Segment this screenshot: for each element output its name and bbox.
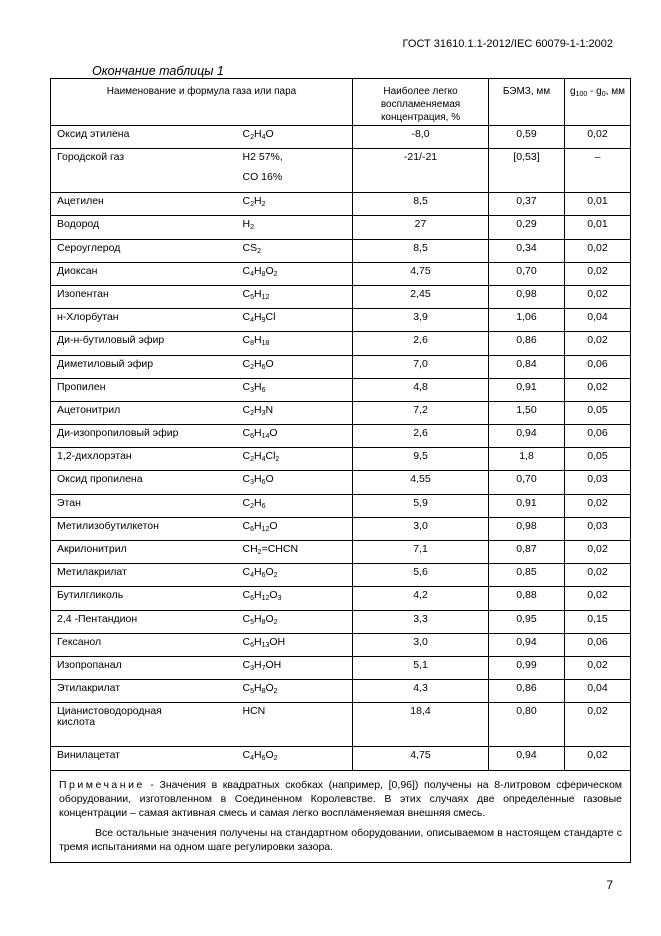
formula-part: H: [254, 566, 262, 579]
note-cell: [51, 770, 631, 862]
cell-formula: [243, 747, 353, 770]
formula-subscript: 5: [250, 618, 254, 626]
cell-gap: 0,02: [565, 494, 631, 517]
formula-part: N: [265, 403, 274, 416]
formula-subscript: 4: [250, 317, 254, 325]
name-line: Цианистоводородная: [57, 705, 162, 718]
cell-name: Гексанол: [51, 633, 243, 656]
cell-gap: 0,02: [565, 703, 631, 747]
formula-part: O: [265, 473, 274, 486]
cell-formula: [243, 285, 353, 308]
formula-subscript: 3: [250, 386, 254, 394]
table-row: [51, 587, 631, 610]
cell-bemz: 0,70: [489, 262, 565, 285]
header-gap: [565, 79, 631, 126]
cell-name: Бутилгликоль: [51, 587, 243, 610]
formula-subscript: 2: [250, 134, 254, 141]
cell-concentration: 5,6: [353, 564, 489, 587]
gap-sub2: 0: [601, 91, 606, 98]
header-concentration: Наиболее легко воспламеняемая концентрация, %: [353, 79, 489, 126]
header-bemz: БЭМЗ, мм: [489, 79, 565, 126]
cell-formula: [243, 448, 353, 471]
formula-part: C: [242, 311, 251, 324]
cell-concentration: 27: [353, 216, 489, 239]
cell-formula: [243, 216, 353, 239]
cell-gap: 0,06: [565, 355, 631, 378]
cell-gap: 0,02: [565, 126, 631, 149]
formula-part: H: [254, 473, 262, 486]
formula-part: H: [254, 427, 262, 440]
formula-subscript: 2: [275, 456, 280, 464]
table-row: [51, 216, 631, 239]
cell-bemz: 0,86: [489, 680, 565, 703]
formula-part: H: [254, 128, 262, 140]
formula-part: H: [254, 311, 262, 324]
document-header: ГОСТ 31610.1.1-2012/IEC 60079-1-1:2002: [402, 38, 613, 50]
cell-gap: 0,01: [565, 193, 631, 216]
table-row: [51, 494, 631, 517]
formula-part: C: [242, 287, 251, 300]
formula-part: C: [242, 566, 251, 579]
cell-name: 1,2-дихлорэтан: [51, 448, 243, 471]
cell-gap: 0,02: [565, 239, 631, 262]
cell-concentration: 3,9: [353, 309, 489, 332]
formula-subscript: 18: [261, 340, 270, 348]
cell-name: Этан: [51, 494, 243, 517]
formula-subscript: 6: [250, 525, 254, 533]
formula-subscript: 12: [261, 595, 270, 603]
formula-part: H: [254, 612, 262, 625]
formula-part: O: [265, 264, 274, 277]
table-row: [51, 309, 631, 332]
formula-part: C: [242, 403, 251, 416]
formula-subscript: 4: [250, 572, 254, 580]
formula-line: H2 57%,: [242, 151, 283, 164]
formula-subscript: 8: [261, 688, 266, 696]
formula-part: O: [269, 427, 278, 440]
note-label: Примечание: [59, 778, 145, 791]
cell-bemz: 0,94: [489, 633, 565, 656]
cell-formula: [243, 494, 353, 517]
cell-formula: [243, 355, 353, 378]
cell-concentration: -8,0: [353, 126, 489, 149]
table-row: [51, 610, 631, 633]
cell-gap: 0,05: [565, 448, 631, 471]
cell-gap: 0,06: [565, 425, 631, 448]
cell-gap: 0,01: [565, 216, 631, 239]
table-row: [51, 378, 631, 401]
formula-part: H: [254, 496, 262, 509]
cell-gap: 0,02: [565, 564, 631, 587]
formula-subscript: 8: [250, 340, 254, 348]
cell-formula: [243, 633, 353, 656]
cell-concentration: 4,75: [353, 262, 489, 285]
cell-bemz: [0,53]: [489, 149, 565, 193]
cell-formula: [243, 332, 353, 355]
cell-concentration: 3,0: [353, 633, 489, 656]
formula-subscript: 2: [273, 270, 278, 278]
cell-gap: 0,02: [565, 656, 631, 679]
cell-concentration: 5,9: [353, 494, 489, 517]
formula-part: C: [242, 519, 251, 532]
formula-part: H: [254, 403, 262, 416]
cell-gap: 0,02: [565, 587, 631, 610]
table-row: [51, 149, 631, 193]
gap-g1: g: [570, 86, 576, 97]
cell-concentration: 7,0: [353, 355, 489, 378]
cell-concentration: 4,55: [353, 471, 489, 494]
formula-subscript: 6: [261, 386, 266, 394]
table-row: [51, 126, 631, 149]
cell-name: Метилизобутилкетон: [51, 517, 243, 540]
cell-name: Диоксан: [51, 262, 243, 285]
cell-gap: 0,02: [565, 747, 631, 770]
formula-part: H: [254, 749, 262, 762]
table-row: [51, 332, 631, 355]
gap-mid: - g: [587, 86, 602, 97]
cell-formula: [243, 680, 353, 703]
formula-part: O: [265, 566, 274, 579]
formula-subscript: 7: [261, 664, 266, 672]
formula-part: H: [254, 357, 262, 370]
cell-gap: 0,15: [565, 610, 631, 633]
formula-part: O: [265, 612, 274, 625]
formula-subscript: 2: [250, 409, 254, 417]
note-text-1: - Значения в квадратных скобках (например, [0,96]) получены на 8-литровом сферическом оборудовании, изготовленном в Соединенном Королевстве. В этих случаях две определенные газовые концентрации – самая активная смесь и самая легко воспламеняемая внешняя смесь.: [59, 778, 623, 819]
cell-bemz: 1,50: [489, 401, 565, 424]
table-row: [51, 285, 631, 308]
formula-subscript: 6: [261, 363, 266, 371]
formula-subscript: 2: [273, 755, 278, 763]
cell-name: Пропилен: [51, 378, 243, 401]
formula-part: =CHCN: [261, 543, 299, 555]
cell-name: Сероуглерод: [51, 239, 243, 262]
cell-formula: [243, 149, 353, 193]
formula-part: H: [242, 218, 251, 231]
cell-bemz: 0,88: [489, 587, 565, 610]
cell-gap: 0,02: [565, 285, 631, 308]
formula-part: O: [265, 749, 274, 762]
table-row: [51, 262, 631, 285]
formula-part: C: [242, 612, 251, 625]
formula-subscript: 2: [273, 688, 278, 696]
formula-part: H: [254, 380, 262, 393]
formula-part: CH: [242, 543, 258, 555]
cell-name: Ди-н-бутиловый эфир: [51, 332, 243, 355]
formula-subscript: 2: [257, 247, 261, 255]
formula-part: H: [254, 635, 262, 648]
formula-subscript: 2: [261, 201, 266, 209]
note-paragraph-1: [59, 778, 622, 820]
cell-bemz: 0,86: [489, 332, 565, 355]
cell-gap: 0,04: [565, 309, 631, 332]
table-row: [51, 517, 631, 540]
cell-concentration: 9,5: [353, 448, 489, 471]
table-row: [51, 541, 631, 564]
formula-part: Cl: [265, 450, 276, 463]
table-body: [51, 126, 631, 771]
formula-part: HCN: [242, 705, 266, 718]
formula-part: C: [242, 496, 251, 509]
formula-part: H: [254, 334, 262, 347]
cell-formula: [243, 541, 353, 564]
formula-subscript: 5: [250, 688, 254, 696]
cell-bemz: 0,59: [489, 126, 565, 149]
formula-part: C: [242, 589, 251, 602]
table-caption: Окончание таблицы 1: [92, 64, 224, 78]
cell-gap: 0,05: [565, 401, 631, 424]
table-row: [51, 355, 631, 378]
formula-part: H: [254, 589, 262, 602]
cell-name: Диметиловый эфир: [51, 355, 243, 378]
cell-bemz: 0,84: [489, 355, 565, 378]
formula-part: O: [269, 589, 278, 602]
formula-subscript: 12: [261, 293, 270, 301]
gap-sub1: 100: [575, 91, 588, 98]
cell-formula: [243, 425, 353, 448]
formula-part: C: [242, 357, 251, 370]
formula-subscript: 3: [261, 409, 266, 417]
table-row: [51, 703, 631, 747]
formula-subscript: 6: [250, 641, 254, 649]
formula-part: C: [242, 658, 251, 671]
note-paragraph-2: Все остальные значения получены на стандартном оборудовании, описываемом в настоящем стандарте с тремя испытаниями на одном шаге регулировки зазора.: [59, 826, 623, 853]
cell-name: Акрилонитрил: [51, 541, 243, 564]
formula-part: H: [254, 682, 262, 695]
formula-part: H: [254, 287, 262, 300]
cell-gap: 0,02: [565, 541, 631, 564]
table-row: [51, 747, 631, 770]
formula-part: C: [242, 334, 251, 347]
cell-gap: –: [565, 149, 631, 193]
note-row: [51, 770, 631, 862]
table-header-row: [51, 79, 631, 126]
formula-part: H: [254, 450, 262, 463]
cell-formula: [243, 401, 353, 424]
formula-subscript: 2: [273, 572, 278, 580]
cell-name: Городской газ: [51, 149, 243, 193]
header-name: Наименование и формула газа или пара: [51, 79, 353, 126]
formula-part: H: [254, 264, 262, 277]
cell-formula: [243, 564, 353, 587]
formula-subscript: 2: [250, 201, 254, 209]
formula-subscript: 13: [261, 641, 270, 649]
gap-unit: , мм: [605, 86, 625, 97]
cell-bemz: 0,80: [489, 703, 565, 747]
cell-formula: [243, 193, 353, 216]
formula-subscript: 8: [261, 618, 266, 626]
formula-part: C: [242, 380, 251, 393]
formula-subscript: 5: [250, 293, 254, 301]
cell-bemz: 0,87: [489, 541, 565, 564]
cell-name: Оксид пропилена: [51, 471, 243, 494]
cell-bemz: 0,98: [489, 517, 565, 540]
formula-part: C: [242, 128, 251, 140]
formula-subscript: 2: [250, 456, 254, 464]
cell-concentration: 7,2: [353, 401, 489, 424]
cell-gap: 0,02: [565, 378, 631, 401]
formula-part: H: [254, 195, 262, 208]
formula-part: C: [242, 450, 251, 463]
formula-part: O: [265, 128, 274, 140]
formula-subscript: 6: [261, 479, 266, 487]
cell-bemz: 0,85: [489, 564, 565, 587]
formula-part: C: [242, 195, 251, 208]
cell-bemz: 1,8: [489, 448, 565, 471]
formula-subscript: 3: [277, 595, 282, 603]
cell-formula: [243, 239, 353, 262]
cell-concentration: 3,3: [353, 610, 489, 633]
cell-formula: [243, 610, 353, 633]
formula-subscript: 4: [261, 134, 266, 141]
cell-bemz: 0,95: [489, 610, 565, 633]
formula-part: OH: [265, 658, 282, 671]
formula-subscript: 14: [261, 433, 270, 441]
cell-concentration: 5,1: [353, 656, 489, 679]
gas-table: [50, 78, 631, 863]
cell-bemz: 0,91: [489, 378, 565, 401]
table-row: [51, 239, 631, 262]
cell-formula: [243, 309, 353, 332]
formula-part: Cl: [265, 311, 276, 324]
formula-subscript: 3: [250, 664, 254, 672]
cell-bemz: 0,91: [489, 494, 565, 517]
formula-subscript: 3: [250, 479, 254, 487]
table-row: [51, 471, 631, 494]
cell-formula: [243, 126, 353, 149]
cell-concentration: 3,0: [353, 517, 489, 540]
cell-concentration: -21/-21: [353, 149, 489, 193]
cell-concentration: 4,2: [353, 587, 489, 610]
cell-formula: [243, 587, 353, 610]
cell-gap: 0,04: [565, 680, 631, 703]
cell-name: Водород: [51, 216, 243, 239]
formula-subscript: 4: [261, 456, 266, 464]
cell-name: Ацетилен: [51, 193, 243, 216]
formula-subscript: 9: [261, 317, 266, 325]
formula-part: C: [242, 635, 251, 648]
cell-formula: [243, 656, 353, 679]
cell-bemz: 0,37: [489, 193, 565, 216]
cell-concentration: 8,5: [353, 239, 489, 262]
cell-bemz: 0,70: [489, 471, 565, 494]
cell-gap: 0,06: [565, 633, 631, 656]
cell-formula: [243, 703, 353, 747]
formula-part: CS: [242, 241, 258, 254]
cell-bemz: 0,34: [489, 239, 565, 262]
table-row: [51, 564, 631, 587]
table-row: [51, 680, 631, 703]
cell-gap: 0,03: [565, 471, 631, 494]
formula-part: C: [242, 473, 251, 486]
cell-formula: [243, 517, 353, 540]
cell-name: Изопропанал: [51, 656, 243, 679]
formula-subscript: 2: [250, 502, 254, 510]
cell-concentration: 2,6: [353, 425, 489, 448]
table-row: [51, 401, 631, 424]
formula-subscript: 6: [261, 502, 266, 510]
cell-name: Ди-изопропиловый эфир: [51, 425, 243, 448]
formula-part: O: [269, 519, 278, 532]
cell-concentration: 2,45: [353, 285, 489, 308]
formula-subscript: 2: [273, 618, 278, 626]
formula-part: C: [242, 682, 251, 695]
formula-subscript: 2: [257, 549, 262, 556]
cell-name: Ацетонитрил: [51, 401, 243, 424]
cell-bemz: 0,98: [489, 285, 565, 308]
cell-bemz: 0,99: [489, 656, 565, 679]
cell-gap: 0,02: [565, 262, 631, 285]
table-row: [51, 656, 631, 679]
formula-part: H: [254, 658, 262, 671]
cell-name: Этилакрилат: [51, 680, 243, 703]
formula-part: C: [242, 749, 251, 762]
cell-name: 2,4 -Пентандион: [51, 610, 243, 633]
formula-subscript: 6: [261, 572, 266, 580]
formula-subscript: 6: [261, 755, 266, 763]
cell-concentration: 18,4: [353, 703, 489, 747]
formula-part: OH: [269, 635, 286, 648]
cell-gap: 0,02: [565, 332, 631, 355]
page-number: 7: [606, 878, 613, 892]
formula-subscript: 4: [250, 755, 254, 763]
cell-concentration: 4,8: [353, 378, 489, 401]
cell-concentration: 2,6: [353, 332, 489, 355]
cell-formula: [243, 378, 353, 401]
name-line: кислота: [57, 716, 96, 729]
cell-name: н-Хлорбутан: [51, 309, 243, 332]
cell-formula: [243, 262, 353, 285]
cell-concentration: 4,75: [353, 747, 489, 770]
table-row: [51, 448, 631, 471]
formula-part: O: [265, 682, 274, 695]
cell-concentration: 7,1: [353, 541, 489, 564]
cell-name: Изопентан: [51, 285, 243, 308]
formula-subscript: 6: [250, 595, 254, 603]
cell-concentration: 4,3: [353, 680, 489, 703]
cell-bemz: 0,94: [489, 747, 565, 770]
cell-name: Винилацетат: [51, 747, 243, 770]
cell-bemz: 0,29: [489, 216, 565, 239]
formula-subscript: 12: [261, 525, 270, 533]
cell-bemz: 0,94: [489, 425, 565, 448]
formula-subscript: 4: [250, 270, 254, 278]
formula-part: O: [265, 357, 274, 370]
formula-part: C: [242, 264, 251, 277]
formula-subscript: 2: [250, 224, 254, 232]
cell-bemz: 1,06: [489, 309, 565, 332]
formula-subscript: 6: [250, 433, 254, 441]
cell-gap: 0,03: [565, 517, 631, 540]
cell-concentration: 8,5: [353, 193, 489, 216]
table-row: [51, 425, 631, 448]
formula-line: CO 16%: [242, 171, 283, 184]
formula-subscript: 8: [261, 270, 266, 278]
table-row: [51, 633, 631, 656]
cell-name: [51, 703, 243, 747]
cell-name: Оксид этилена: [51, 126, 243, 149]
table-row: [51, 193, 631, 216]
formula-part: C: [242, 427, 251, 440]
formula-part: H: [254, 519, 262, 532]
formula-subscript: 2: [250, 363, 254, 371]
cell-formula: [243, 471, 353, 494]
cell-name: Метилакрилат: [51, 564, 243, 587]
